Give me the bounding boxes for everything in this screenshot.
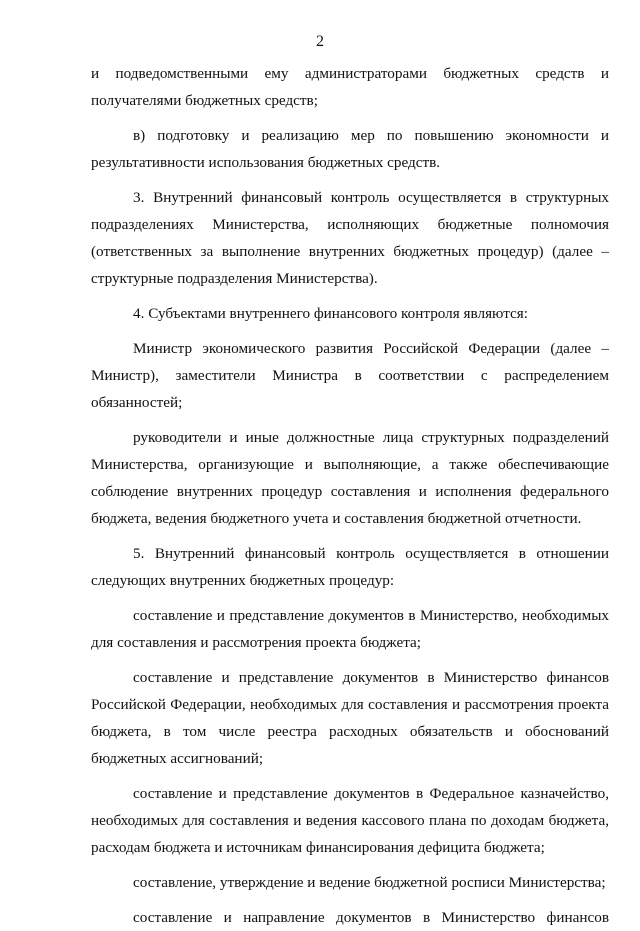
procedure-item-1: составление и представление документов в Министерство, необходимых для составления и рассмотрения проекта бюджета; xyxy=(91,607,609,651)
paragraph-4: 4. Субъектами внутреннего финансового контроля являются: xyxy=(133,305,528,322)
procedure-item-3: составление и представление документов в Федеральное казначейство, необходимых для составления и ведения кассового плана по доходам бюджета, расходам бюджета и источникам финансирования дефицита бюджета; xyxy=(91,785,609,856)
procedure-item-5: составление и направление документов в Министерство финансов xyxy=(133,909,609,926)
procedure-item-4: составление, утверждение и ведение бюджетной росписи Министерства; xyxy=(133,874,606,891)
procedure-item-2: составление и представление документов в Министерство финансов Российской Федерации, необходимых для составления и рассмотрения проекта бюджета, в том числе реестра расходных обязательств и обоснований бюджетных ассигнований; xyxy=(91,669,609,767)
paragraph-4-minister: Министр экономического развития Российской Федерации (далее – Министр), заместители Министра в соответствии с распределением обязанностей; xyxy=(91,340,609,411)
document-body xyxy=(91,60,609,931)
paragraph-3: 3. Внутренний финансовый контроль осуществляется в структурных подразделениях Министерства, исполняющих бюджетные полномочия (ответственных за выполнение внутренних бюджетных процедур) (далее – структурные подразделения Министерства). xyxy=(91,189,609,287)
paragraph-5: 5. Внутренний финансовый контроль осуществляется в отношении следующих внутренних бюджетных процедур: xyxy=(91,545,609,589)
paragraph-continuation: и подведомственными ему администраторами бюджетных средств и получателями бюджетных средств; xyxy=(91,65,609,109)
page-number: 2 xyxy=(316,33,324,50)
paragraph-4-officials: руководители и иные должностные лица структурных подразделений Министерства, организующие и выполняющие, а также обеспечивающие соблюдение внутренних процедур составления и исполнения федерального бюджета, ведения бюджетного учета и составления бюджетной отчетности. xyxy=(91,429,609,527)
paragraph-item-v: в) подготовку и реализацию мер по повышению экономности и результативности использования бюджетных средств. xyxy=(91,127,609,171)
